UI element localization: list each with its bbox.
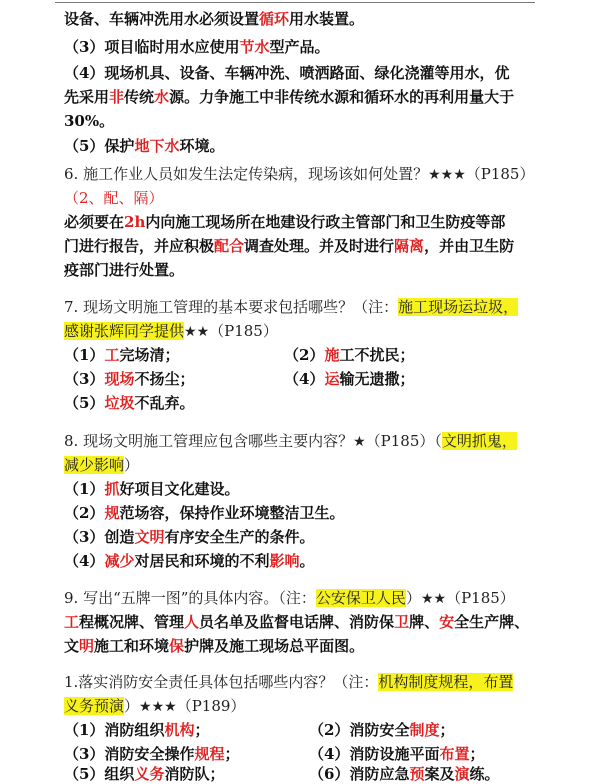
q7-row-3 [64, 393, 194, 413]
q8-question: 8. 现场文明施工管理应包含哪些主要内容？★（P185）（文明抓鬼， [64, 432, 517, 450]
q10-note-highlight-2: 义务预演 [64, 697, 125, 715]
list-item: （1）消防组织机构； [64, 721, 210, 739]
list-item: （5）垃圾不乱弃。 [64, 394, 195, 412]
intro-line-2: （3）项目临时用水应使用节水型产品。 [64, 38, 330, 56]
list-item: （6）消防应急预案及演练。 [309, 765, 500, 783]
star-icon: ★★ [184, 324, 210, 340]
q7-note-highlight-2: 感谢张辉同学提供 [64, 322, 185, 340]
star-icon: ★★★ [139, 699, 177, 715]
list-item: （1）工完场清； [64, 346, 180, 364]
q6-answer-1: 必须要在2h内向施工现场所在地建设行政主管部门和卫生防疫等部 [64, 213, 506, 231]
q6-mnemonic: （2、配、隔） [64, 189, 164, 207]
list-item: （2）规范场容，保持作业环境整洁卫生。 [64, 504, 345, 522]
q7-note-highlight: 施工现场运垃圾， [398, 298, 519, 316]
intro-line-3: （4）现场机具、设备、车辆冲洗、喷洒路面、绿化浇灌等用水，优 [64, 64, 510, 82]
list-item: （4）运输无遗撒； [284, 370, 415, 388]
star-icon: ★★ [420, 591, 447, 607]
q8-question-cont: 减少影响） [64, 456, 140, 474]
q7-row-2 [64, 369, 415, 389]
intro-line-5: 30%。 [64, 112, 115, 130]
list-item: （2）施工不扰民； [284, 346, 415, 364]
q7-question: 7. 现场文明施工管理的基本要求包括哪些？（注：施工现场运垃圾， [64, 298, 519, 316]
q9-answer-1: 工程概况牌、管理人员名单及监督电话牌、消防保卫牌、安全生产牌、 [64, 613, 530, 631]
q9-question: 9. 写出“五牌一图”的具体内容。（注：公安保卫人民）★★（P185） [64, 589, 515, 607]
q10-note-highlight: 机构制度规程，布置 [378, 673, 514, 691]
star-icon: ★★★ [428, 167, 466, 183]
list-item: （3）创造文明有序安全生产的条件。 [64, 528, 315, 546]
list-item: （4）消防设施平面布置； [309, 745, 485, 763]
q10-question: 1.落实消防安全责任具体包括哪些内容？（注：机构制度规程，布置 [64, 673, 514, 691]
list-item: （5）组织义务消防队； [64, 765, 225, 783]
top-rule [55, 2, 535, 3]
list-item: （3）消防安全操作规程； [64, 745, 240, 763]
q6-answer-3: 疫部门进行处置。 [64, 261, 185, 279]
q9-note-highlight: 公安保卫人民 [315, 589, 406, 607]
q10-row-1 [64, 720, 455, 740]
list-item: （3）现场不扬尘； [64, 370, 195, 388]
q8-note-highlight-2: 减少影响 [64, 456, 125, 474]
star-icon: ★ [353, 434, 366, 450]
q6-answer-2: 门进行报告，并应积极配合调查处理。并及时进行隔离，并由卫生防 [64, 237, 515, 255]
q10-row-3 [64, 764, 500, 784]
list-item: （2）消防安全制度； [309, 721, 455, 739]
q10-row-2 [64, 744, 485, 764]
q6-question: 6. 施工作业人员如发生法定传染病，现场该如何处置？★★★（P185） [64, 165, 535, 183]
intro-line-1: 设备、车辆冲洗用水必须设置循环用水装置。 [64, 10, 365, 28]
q7-question-cont: 感谢张辉同学提供★★（P185） [64, 322, 278, 340]
list-item: （1）抓好项目文化建设。 [64, 480, 240, 498]
q10-question-cont: 义务预演）★★★（P189） [64, 697, 246, 715]
q8-note-highlight: 文明抓鬼， [441, 432, 517, 450]
list-item: （4）减少对居民和环境的不利影响。 [64, 552, 315, 570]
q9-answer-2: 文明施工和环境保护牌及施工现场总平面图。 [64, 637, 365, 655]
q7-row-1 [64, 345, 415, 365]
intro-line-4: 先采用非传统水源。力争施工中非传统水源和循环水的再利用量大于 [64, 88, 515, 106]
intro-line-6: （5）保护地下水环境。 [64, 137, 225, 155]
